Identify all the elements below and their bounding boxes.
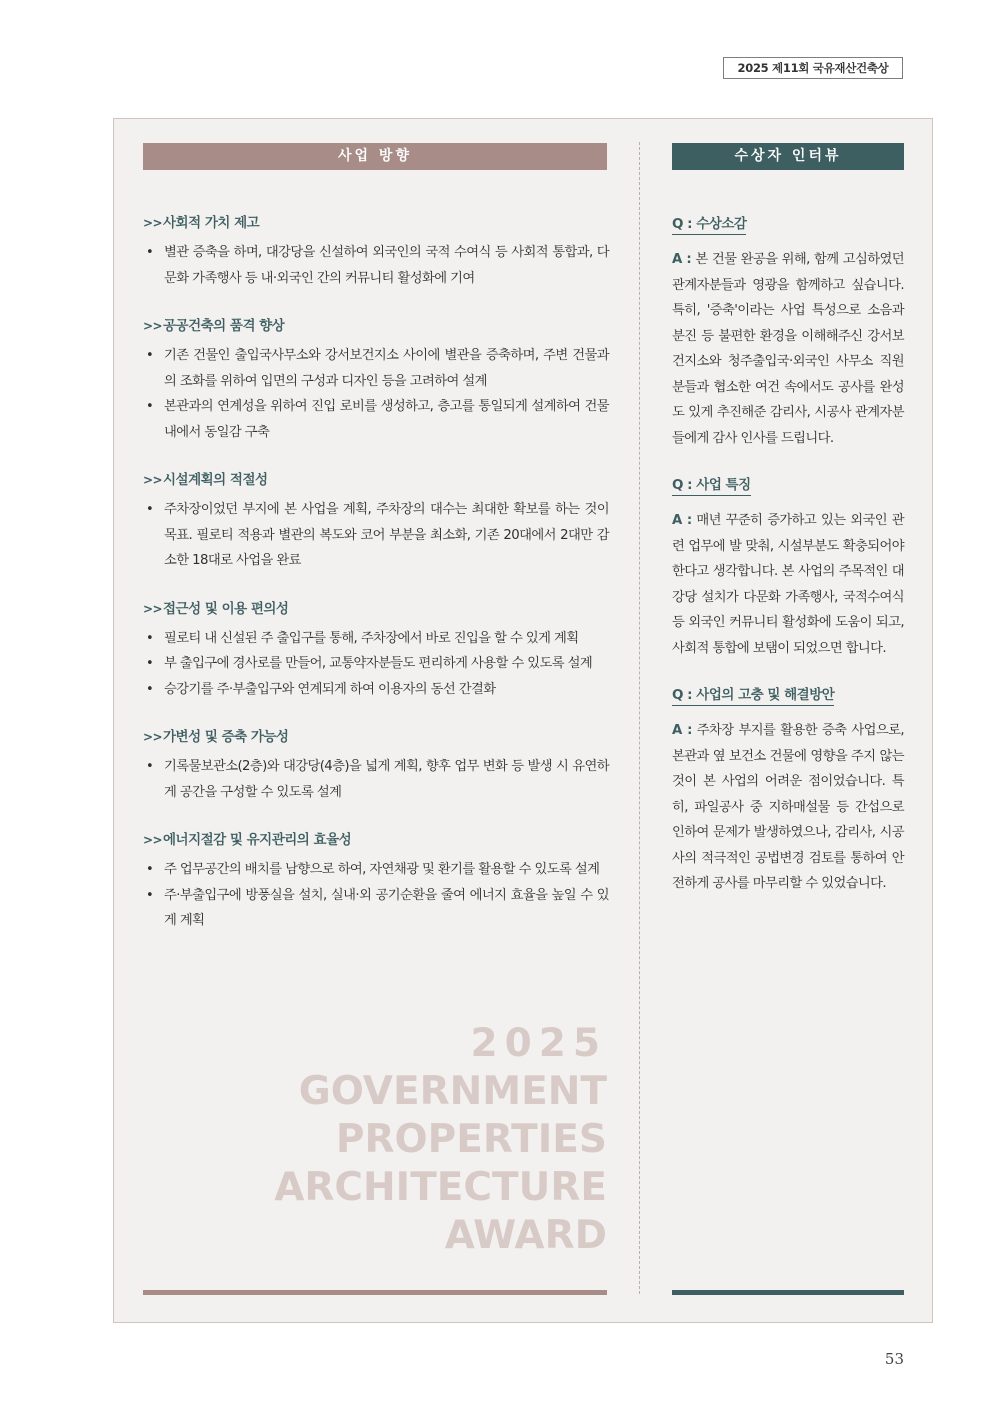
watermark-line: ARCHITECTURE (274, 1165, 607, 1210)
direction-section-title: >>가변성 및 증축 가능성 (143, 724, 609, 750)
list-item: • 부 출입구에 경사로를 만들어, 교통약자분들도 편리하게 사용할 수 있도록 설계 (143, 651, 609, 677)
section-heading-business-direction: 사업 방향 (143, 143, 607, 170)
interview-answer: A : 매년 꾸준히 증가하고 있는 외국인 관련 업무에 발 맞춰, 시설부분도 확충되어야 한다고 생각합니다. 본 사업의 주목적인 대강당 설치가 다문화 가족행사, 국적수여식 등 외국인 커뮤니티 활성화에 도움이 되고, 사회적 통합에 보탬이 되었으면 합니다. (672, 513, 904, 656)
bullet-icon: • (146, 399, 154, 414)
footer-rule-left (143, 1290, 607, 1295)
direction-section-title: >>접근성 및 이용 편의성 (143, 596, 609, 622)
interview-question: Q : 사업의 고충 및 해결방안 (672, 683, 834, 706)
watermark-year: 2025 (470, 1021, 607, 1066)
list-item: • 별관 증축을 하며, 대강당을 신설하여 외국인의 국적 수여식 등 사회적 통합과, 다문화 가족행사 등 내·외국인 간의 커뮤니티 활성화에 기여 (143, 240, 609, 291)
direction-section-title: >>에너지절감 및 유지관리의 효율성 (143, 827, 609, 853)
interview-qa (672, 210, 904, 451)
footer-rule-right (672, 1290, 904, 1295)
direction-section (143, 313, 609, 445)
direction-section (143, 596, 609, 703)
direction-section (143, 210, 609, 291)
bullet-icon: • (146, 862, 154, 877)
bullet-icon: • (146, 245, 154, 260)
watermark-line: AWARD (444, 1213, 607, 1258)
interview-question: Q : 사업 특징 (672, 473, 751, 496)
page-number: 53 (884, 1350, 904, 1368)
list-item: • 주차장이었던 부지에 본 사업을 계획, 주차장의 대수는 최대한 확보를 하는 것이 목표. 필로티 적용과 별관의 복도와 코어 부분을 최소화, 기존 20대에서 2대만 감소한 18대로 사업을 완료 (143, 497, 609, 574)
list-item: • 기록물보관소(2층)와 대강당(4층)을 넓게 계획, 향후 업무 변화 등 발생 시 유연하게 공간을 구성할 수 있도록 설계 (143, 754, 609, 805)
list-item: • 본관과의 연계성을 위하여 진입 로비를 생성하고, 층고를 통일되게 설계하여 건물 내에서 동일감 구축 (143, 394, 609, 445)
double-chevron-icon: >> (143, 730, 163, 744)
direction-section (143, 827, 609, 934)
bullet-icon: • (146, 759, 154, 774)
list-item: • 승강기를 주·부출입구와 연계되게 하여 이용자의 동선 간결화 (143, 677, 609, 703)
direction-section (143, 724, 609, 805)
business-direction-column (143, 210, 609, 956)
bullet-icon: • (146, 502, 154, 517)
section-heading-winner-interview: 수상자 인터뷰 (672, 143, 904, 170)
bullet-icon: • (146, 681, 154, 697)
double-chevron-icon: >> (143, 216, 163, 230)
list-item: • 주·부출입구에 방풍실을 설치, 실내·외 공기순환을 줄여 에너지 효율을 높일 수 있게 계획 (143, 883, 609, 934)
watermark-line: GOVERNMENT (298, 1069, 607, 1114)
double-chevron-icon: >> (143, 833, 163, 847)
header-badge: 2025 제11회 국유재산건축상 (723, 57, 903, 79)
interview-answer: A : 본 건물 완공을 위해, 함께 고심하였던 관계자분들과 영광을 함께하고 싶습니다. 특히, '증축'이라는 사업 특성으로 소음과 분진 등 불편한 환경을 이해해주신 강서보건지소와 청주출입국·외국인 사무소 직원분들과 협소한 여건 속에서도 공사를 완성도 있게 추진해준 감리사, 시공사 관계자분들에게 감사 인사를 드립니다. (672, 252, 904, 446)
interview-column (672, 210, 904, 917)
bullet-icon: • (146, 887, 154, 903)
list-item: • 기존 건물인 출입국사무소와 강서보건지소 사이에 별관을 증축하며, 주변 건물과의 조화를 위하여 입면의 구성과 디자인 등을 고려하여 설계 (143, 343, 609, 394)
award-watermark (274, 1020, 607, 1260)
bullet-icon: • (146, 348, 154, 363)
direction-section-title: >>시설계획의 적절성 (143, 467, 609, 493)
column-divider (639, 142, 640, 1294)
watermark-line: PROPERTIES (335, 1117, 607, 1162)
interview-answer: A : 주차장 부지를 활용한 증축 사업으로, 본관과 옆 보건소 건물에 영향을 주지 않는 것이 본 사업의 어려운 점이었습니다. 특히, 파일공사 중 지하매설물 등 간섭으로 인하여 문제가 발생하였으나, 감리사, 시공사의 적극적인 공법변경 검토를 통하여 안전하게 공사를 마무리할 수 있었습니다. (672, 723, 904, 891)
double-chevron-icon: >> (143, 473, 163, 487)
double-chevron-icon: >> (143, 601, 163, 616)
interview-question: Q : 수상소감 (672, 212, 746, 235)
interview-qa (672, 471, 904, 661)
direction-section (143, 467, 609, 574)
list-item: • 주 업무공간의 배치를 남향으로 하여, 자연채광 및 환기를 활용할 수 있도록 설계 (143, 857, 609, 883)
direction-section-title: >>공공건축의 품격 향상 (143, 313, 609, 339)
list-item: • 필로티 내 신설된 주 출입구를 통해, 주차장에서 바로 진입을 할 수 있게 계획 (143, 626, 609, 652)
interview-qa (672, 681, 904, 897)
bullet-icon: • (146, 630, 154, 646)
bullet-icon: • (146, 656, 154, 671)
direction-section-title: >>사회적 가치 제고 (143, 210, 609, 236)
double-chevron-icon: >> (143, 319, 163, 333)
